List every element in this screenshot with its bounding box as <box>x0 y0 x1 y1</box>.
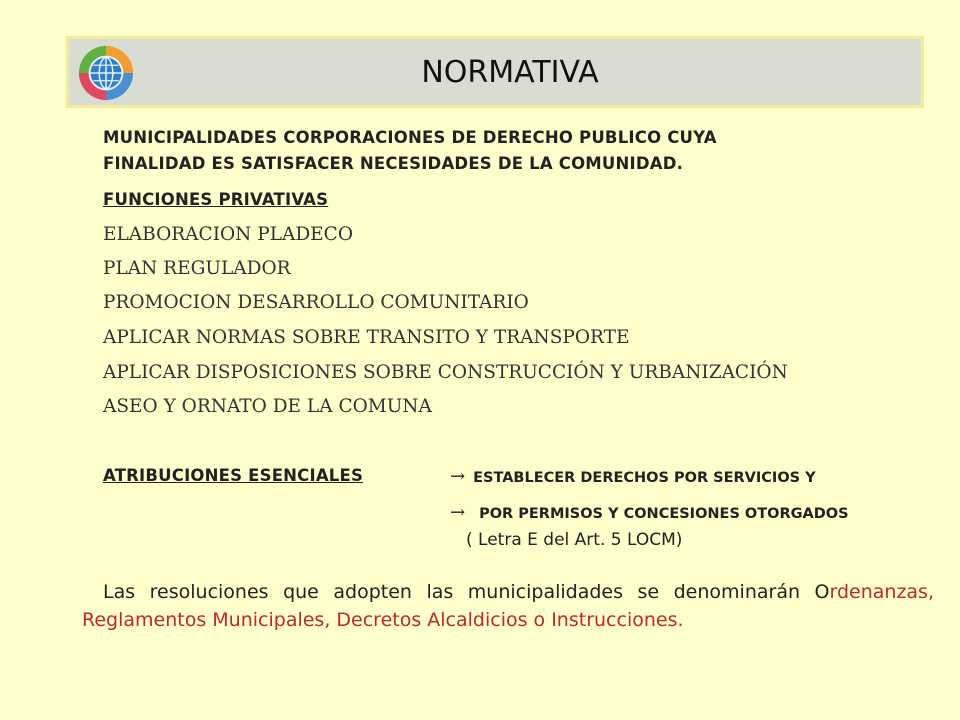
atribuciones-heading: ATRIBUCIONES ESENCIALES <box>103 466 364 485</box>
funcion-item: APLICAR NORMAS SOBRE TRANSITO Y TRANSPORTE <box>103 327 630 348</box>
arrow-right-icon: → <box>450 466 466 487</box>
funcion-item: PLAN REGULADOR <box>103 258 291 279</box>
funcion-item: APLICAR DISPOSICIONES SOBRE CONSTRUCCIÓN Y URBANIZACIÓN <box>103 362 788 383</box>
closing-paragraph <box>82 578 934 634</box>
funciones-heading: FUNCIONES PRIVATIVAS <box>103 190 329 209</box>
legal-reference: ( Letra E del Art. 5 LOCM) <box>466 530 683 550</box>
closing-text: Las resoluciones que adopten las municipalidades se denominarán O <box>103 581 830 603</box>
intro-line-1: MUNICIPALIDADES CORPORACIONES DE DERECHO PUBLICO CUYA <box>103 128 717 147</box>
page-title: NORMATIVA <box>421 55 599 90</box>
funcion-item: PROMOCION DESARROLLO COMUNITARIO <box>103 292 529 313</box>
atribucion-text-1: ESTABLECER DERECHOS POR SERVICIOS Y <box>473 470 816 486</box>
funcion-item: ELABORACION PLADECO <box>103 224 353 245</box>
atribucion-text-2: POR PERMISOS Y CONCESIONES OTORGADOS <box>479 506 849 522</box>
arrow-right-icon: → <box>450 502 466 523</box>
title-bar <box>66 36 924 108</box>
closing-highlight: rdenanzas, Reglamentos Municipales, Decretos Alcaldicios o Instrucciones. <box>82 581 934 631</box>
funcion-item: ASEO Y ORNATO DE LA COMUNA <box>103 396 432 417</box>
atribucion-item-1 <box>450 466 816 487</box>
intro-line-2: FINALIDAD ES SATISFACER NECESIDADES DE LA COMUNIDAD. <box>103 154 684 173</box>
atribucion-item-2 <box>450 502 849 523</box>
